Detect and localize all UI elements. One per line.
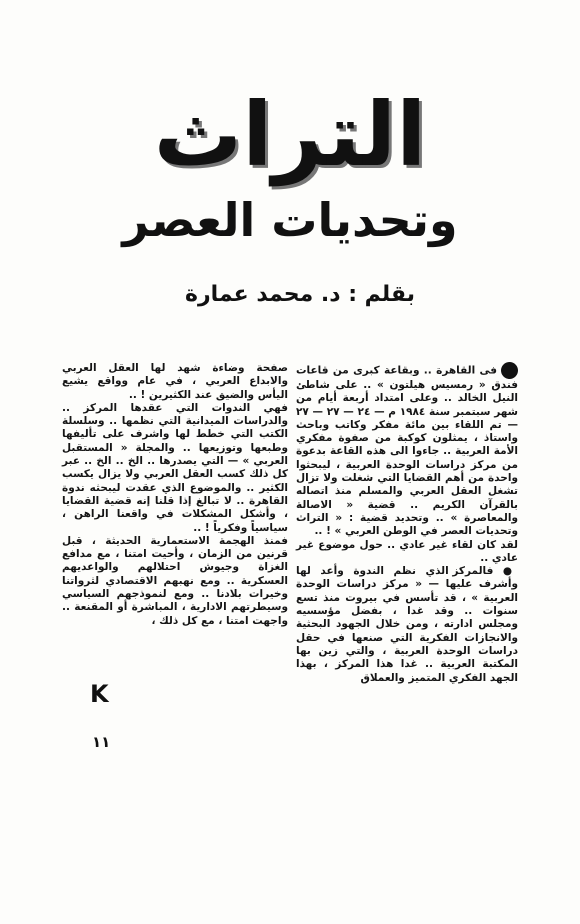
column-right: [296, 362, 518, 685]
paragraph: لقد كان لقاء غير عادي .. حول موضوع غير عادي ..: [296, 538, 518, 564]
article-subtitle: وتحديات العصر: [122, 193, 458, 247]
bullet-icon: [501, 362, 518, 379]
column-left: [62, 362, 288, 628]
paragraph: صفحة وضاءة شهد لها العقل العربي والابداع العربي ، في عام وواقع يشيع اليأس والضيق عند الكثيرين ! ..: [62, 362, 288, 401]
paragraph: [296, 362, 518, 539]
bullet-icon: ●: [493, 565, 518, 578]
paragraph: فهي الندوات التي عقدها المركز .. والدراسات الميدانية التي نظمها .. وسلسلة الكتب التي خطط لها واشرف على تأليفها وطبعها وتوزيعها .. والمجلة « المستقبل العربي » — التي يصدرها .. الخ .. الخ .. عبر كل ذلك كسب العقل العربي ولا يزال يكسب الكثير .. والموضوع الذي عقدت ليبحثه ندوة القاهرة .. لا تبالغ إذا قلنا إنه قضية القضايا ، وأشكل المشكلات في واقعنا الراهن ، سياسياً وفكرياً ! ..: [62, 401, 288, 534]
end-mark-icon: K: [90, 680, 109, 708]
article-title: التراث: [153, 83, 427, 186]
paragraph: فمنذ الهجمة الاستعمارية الحديثة ، قبل قرنين من الزمان ، وأحيت امتنا ، مع مدافع الغزاة وجيوش احتلالهم والواعديهم العسكرية .. ومع نهبهم الاقتصادي لثرواتنا وخيرات بلادنا .. ومع لنموذجهم السياسي وسيطرتهم الادارية ، المباشرة أو المقنعة .. واجهت امتنا ، مع كل ذلك ،: [62, 534, 288, 627]
page-number: ١١: [92, 733, 111, 751]
paragraph: [296, 565, 518, 685]
paragraph-text: فالمركز الذي نظم الندوة وأعد لها وأشرف عليها — « مركز دراسات الوحدة العربية » ، قد تأسس في بيروت منذ تسع سنوات .. وقد غدا ، بفضل مؤسسيه ومجلس ادارته ، ومن خلال الجهود البحثية والانجازات الفكرية التي صنعها في حقل دراسات الوحدة العربية ، والتي زين بها المكتبة العربية .. غدا هذا المركز ، بهذا الجهد الفكري المتميز والعملاق: [296, 565, 518, 684]
byline: بقلم : د. محمد عمارة: [184, 282, 416, 307]
paragraph-text: فى القاهرة .. وبقاعة كبرى من قاعات فندق « رمسيس هيلتون » .. على شاطئ النيل الخالد .. وعلى امتداد أربعة أيام من شهر سبتمبر سنة ١٩٨٤ م — ٢٤ — ٢٧ — ٢٧ — تم اللقاء بين مائة مفكر وكاتب وباحث واستاذ ، يمثلون كوكبة من صفوة مفكري الأمة العربية .. جاءوا الى هذه القاعة بدعوة من مركز دراسات الوحدة العربية ، ليبحثوا واحدة من أهم القضايا التي شغلت ولا تزال تشغل العقل العربي والمسلم منذ اتصاله بالقرآن الكريم .. قضية « الاصالة والمعاصرة » .. وتحديد قضية : « التراث وتحديات العصر في الوطن العربي » ! ..: [296, 364, 519, 538]
masthead: [60, 85, 520, 285]
